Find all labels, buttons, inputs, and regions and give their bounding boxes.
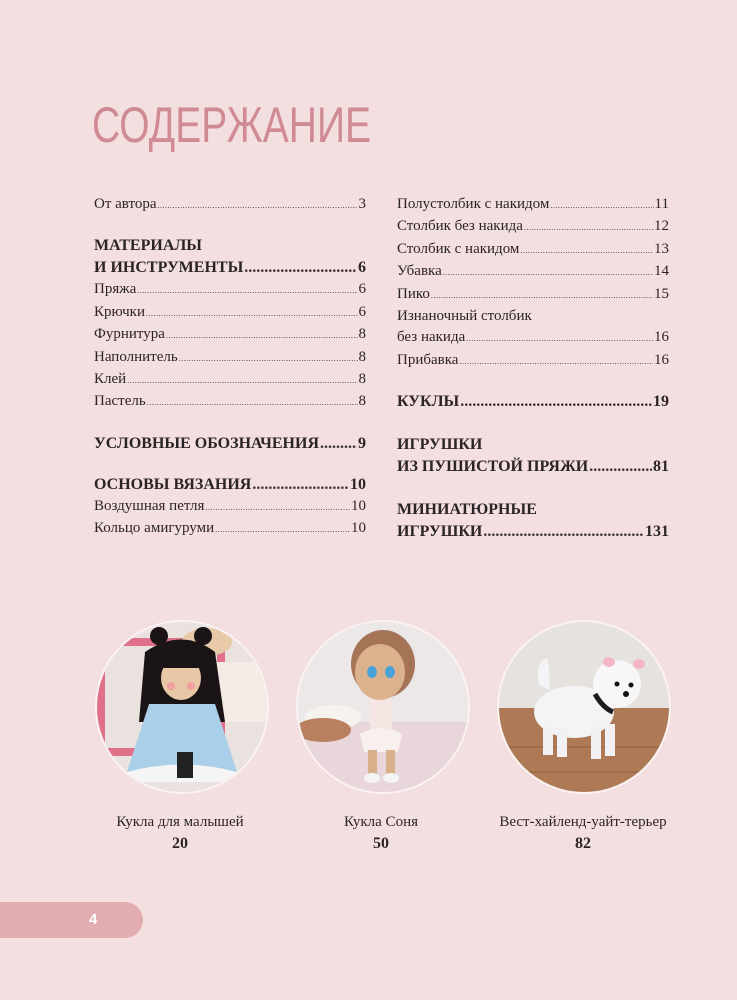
leader-dots <box>127 370 357 391</box>
toc-label: Пико <box>397 285 430 302</box>
leader-dots <box>252 474 349 496</box>
leader-dots <box>205 497 350 518</box>
toc-entry[interactable] <box>94 518 366 540</box>
caption-title: Вест-хайленд-уайт-терьер <box>499 814 667 830</box>
toc-page: 6 <box>358 281 366 298</box>
caption-page: 82 <box>575 835 591 852</box>
toc-entry-purl-stitch[interactable] <box>397 327 669 349</box>
toc-page: 6 <box>358 259 366 277</box>
toc-label: УСЛОВНЫЕ ОБОЗНАЧЕНИЯ <box>94 434 319 452</box>
leader-dots <box>443 262 653 283</box>
leader-dots <box>158 195 358 216</box>
toc-label: Полустолбик с накидом <box>397 196 550 212</box>
toc-page: 19 <box>653 393 669 411</box>
featured-image-baby-doll[interactable] <box>95 620 269 794</box>
toc-label: Убавка <box>397 263 442 280</box>
toc-page: 3 <box>358 196 366 212</box>
toc-section-fluffy[interactable] <box>397 456 669 478</box>
toc-heading-mini: МИНИАТЮРНЫЕ <box>397 501 537 519</box>
caption-title: Кукла для малышей <box>116 814 244 830</box>
doll-photo-icon <box>298 622 468 792</box>
toc-page: 12 <box>654 218 669 235</box>
toc-section-mini[interactable] <box>397 521 669 543</box>
toc-entry[interactable] <box>94 391 366 413</box>
toc-page: 8 <box>358 393 366 410</box>
toc-page: 15 <box>654 285 669 302</box>
caption-page: 20 <box>172 835 188 852</box>
toc-page: 16 <box>654 351 669 368</box>
toc-entry[interactable] <box>94 302 366 324</box>
toc-label: без накида <box>397 329 466 346</box>
featured-caption-terrier[interactable] <box>473 812 693 854</box>
toc-section-dolls[interactable] <box>397 391 669 413</box>
toc-page: 9 <box>358 434 366 452</box>
leader-dots <box>166 325 358 346</box>
leader-dots <box>147 392 358 413</box>
toc-page: 6 <box>358 303 366 320</box>
toc-entry[interactable] <box>94 369 366 391</box>
leader-dots <box>244 257 357 279</box>
toc-page: 8 <box>358 371 366 388</box>
toc-page: 131 <box>645 523 669 541</box>
toc-label: Пастель <box>94 393 146 410</box>
toc-heading-fluffy: ИГРУШКИ <box>397 436 483 454</box>
toc-heading-materials: МАТЕРИАЛЫ <box>94 237 202 255</box>
featured-caption-sonya-doll[interactable] <box>271 812 491 854</box>
toc-entry[interactable] <box>397 194 669 216</box>
leader-dots <box>466 328 653 349</box>
toc-page: 10 <box>351 497 366 514</box>
toc-label: Крючки <box>94 303 145 320</box>
doll-photo-icon <box>97 622 267 792</box>
leader-dots <box>137 280 357 301</box>
toc-section-symbols[interactable] <box>94 433 366 455</box>
toc-entry[interactable] <box>94 496 366 518</box>
toc-section-materials[interactable] <box>94 257 366 279</box>
toc-label: Фурнитура <box>94 326 165 343</box>
toc-label: Прибавка <box>397 351 459 368</box>
toc-label-purl-line1: Изнаночный столбик <box>397 308 532 325</box>
toc-right-column <box>397 194 669 543</box>
toc-entry[interactable] <box>94 347 366 369</box>
toc-label: КУКЛЫ <box>397 393 460 411</box>
toc-label: ИГРУШКИ <box>397 523 483 541</box>
toc-entry[interactable] <box>397 284 669 306</box>
leader-dots <box>483 521 644 543</box>
leader-dots <box>320 433 357 455</box>
caption-title: Кукла Соня <box>344 814 418 830</box>
toc-section-basics[interactable] <box>94 474 366 496</box>
leader-dots <box>460 391 652 413</box>
toc-entry-from-author[interactable] <box>94 194 366 216</box>
leader-dots <box>520 240 653 261</box>
toc-page: 13 <box>654 240 669 257</box>
leader-dots <box>524 217 653 238</box>
toc-page: 81 <box>653 458 669 476</box>
page-number-tab <box>0 902 143 938</box>
toc-page: 10 <box>351 520 366 537</box>
toc-entry[interactable] <box>397 216 669 238</box>
featured-caption-baby-doll[interactable] <box>70 812 290 854</box>
toc-entry[interactable] <box>397 350 669 372</box>
toc-page: 8 <box>358 348 366 365</box>
toc-label: Пряжа <box>94 281 137 298</box>
page-title: СОДЕРЖАНИЕ <box>92 97 372 153</box>
toc-label: От автора <box>94 196 157 212</box>
featured-image-terrier[interactable] <box>497 620 671 794</box>
toc-label: И ИНСТРУМЕНТЫ <box>94 259 244 277</box>
leader-dots <box>146 303 358 324</box>
toc-page: 10 <box>350 475 366 493</box>
toc-page: 8 <box>358 326 366 343</box>
toc-entry[interactable] <box>94 279 366 301</box>
leader-dots <box>179 348 358 369</box>
toc-page: 14 <box>654 263 669 280</box>
toc-label: ОСНОВЫ ВЯЗАНИЯ <box>94 475 252 493</box>
toc-label: Клей <box>94 371 127 388</box>
toc-label: Столбик с накидом <box>397 240 520 257</box>
toc-label: Столбик без накида <box>397 218 523 235</box>
featured-image-sonya-doll[interactable] <box>296 620 470 794</box>
toc-label: ИЗ ПУШИСТОЙ ПРЯЖИ <box>397 458 589 476</box>
page-number: 4 <box>89 911 98 928</box>
toc-entry[interactable] <box>397 239 669 261</box>
toc-label: Воздушная петля <box>94 497 205 514</box>
leader-dots <box>215 519 350 540</box>
toc-left-column <box>94 194 366 541</box>
toc-entry[interactable] <box>94 324 366 346</box>
leader-dots <box>459 351 653 372</box>
dog-photo-icon <box>499 622 669 792</box>
toc-page: 11 <box>654 196 669 212</box>
leader-dots <box>431 285 653 306</box>
toc-label: Наполнитель <box>94 348 178 365</box>
toc-page: 16 <box>654 329 669 346</box>
toc-entry[interactable] <box>397 261 669 283</box>
leader-dots <box>550 195 653 216</box>
caption-page: 50 <box>373 835 389 852</box>
leader-dots <box>589 456 652 478</box>
toc-label: Кольцо амигуруми <box>94 520 215 537</box>
